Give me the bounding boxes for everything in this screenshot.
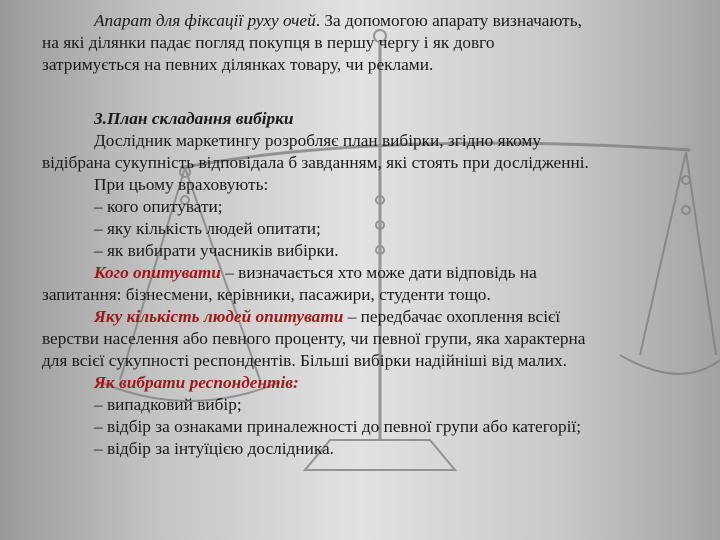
how-choose-term: Як вибрати респондентів: — [94, 373, 299, 392]
how-many-line1 — [94, 306, 560, 328]
who-line1 — [94, 262, 537, 284]
section-intro-line2: відібрана сукупність відповідала б завданням, які стоять при дослідженні. — [42, 153, 589, 172]
how-many-line3: для всієї сукупності респондентів. Більші вибірки надійніші від малих. — [42, 351, 568, 370]
who-line1-rest: – визначається хто може дати відповідь на — [220, 263, 537, 282]
section-intro-line1: Дослідник маркетингу розробляє план вибірки, згідно якому — [94, 131, 541, 150]
who-line2: запитання: бізнесмени, керівники, пасажири, студенти тощо. — [42, 285, 491, 304]
considered-label: При цьому враховують: — [94, 175, 269, 194]
list-item: – як вибирати учасників вибірки. — [94, 241, 339, 260]
eye-tracker-term: Апарат для фіксації руху очей — [94, 11, 316, 30]
section-heading: 3.План складання вибірки — [94, 109, 294, 128]
list-item: – випадковий вибір; — [94, 395, 242, 414]
paragraph1-line1-rest: . За допомогою апарату визначають, — [315, 11, 582, 30]
paragraph1-line2: на які ділянки падає погляд покупця в першу чергу і як довго — [42, 33, 495, 52]
how-many-line2: верстви населення або певного проценту, чи певної групи, яка характерна — [42, 329, 586, 348]
how-many-line1-rest: – передбачає охоплення всієї — [343, 307, 561, 326]
list-item: – яку кількість людей опитати; — [94, 219, 321, 238]
paragraph1-line3: затримується на певних ділянках товару, чи реклами. — [42, 55, 434, 74]
list-item: – відбір за інтуїцією дослідника. — [94, 439, 334, 458]
paragraph1-line1 — [94, 10, 582, 32]
list-item: – відбір за ознаками приналежності до певної групи або категорії; — [94, 417, 582, 436]
who-term: Кого опитувати — [94, 263, 221, 282]
how-many-term: Яку кількість людей опитувати — [94, 307, 344, 326]
list-item: – кого опитувати; — [94, 197, 223, 216]
